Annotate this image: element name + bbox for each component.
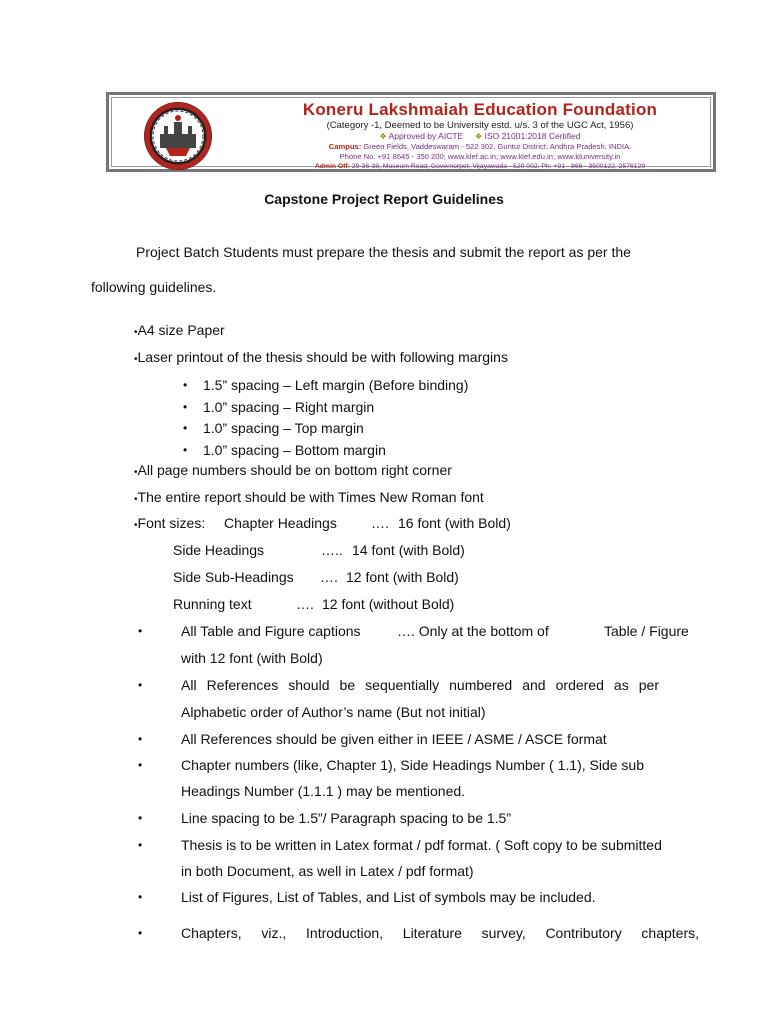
list-item-font: •The entire report should be with Times New Roman font: [134, 489, 484, 505]
bullet-icon: •: [134, 494, 138, 505]
references-seq-line-2: Alphabetic order of Author’s name (But not initial): [181, 704, 486, 720]
font-row-running-size: 12 font (without Bold): [322, 596, 455, 612]
bullet-icon: •: [138, 732, 143, 746]
font-row-subheading-dots: ….: [320, 569, 338, 585]
captions-line-b: …. Only at the bottom of: [397, 623, 549, 639]
admin-address: 29-36-38, Museum Road, Governorpet, Vijayawada - 520 002. Ph: +91 - 866 - 3500122, 2576129: [351, 163, 646, 170]
margin-item-top: 1.0” spacing – Top margin: [203, 420, 364, 436]
aicte-approval: Approved by AICTE: [388, 131, 464, 141]
chapters-item: Chapters, viz., Introduction, Literature survey, Contributory chapters,: [181, 925, 699, 941]
lists-item: List of Figures, List of Tables, and List of symbols may be included.: [181, 889, 596, 905]
organization-name: Koneru Lakshmaiah Education Foundation: [302, 100, 658, 119]
diamond-icon: ❖: [475, 132, 483, 141]
bullet-icon: •: [134, 354, 138, 365]
chapter-numbers-line-1: Chapter numbers (like, Chapter 1), Side Headings Number ( 1.1), Side sub: [181, 757, 644, 773]
bullet-icon: •: [183, 378, 188, 392]
line-spacing-item: Line spacing to be 1.5”/ Paragraph spacing to be 1.5”: [181, 810, 511, 826]
latex-line-1: Thesis is to be written in Latex format / pdf format. ( Soft copy to be submitted: [181, 837, 662, 853]
bullet-icon: •: [138, 758, 143, 772]
font-row-chapter-dots: ….: [371, 515, 389, 531]
organization-category: (Category -1, Deemed to be University estd. u/s. 3 of the UGC Act, 1956): [326, 120, 634, 131]
margin-item-right: 1.0” spacing – Right margin: [203, 399, 375, 415]
bullet-icon: •: [138, 838, 143, 852]
references-seq-line-1: All References should be sequentially numbered and ordered as per: [181, 677, 659, 693]
font-row-running-name: Running text: [173, 596, 252, 612]
font-row-running-dots: ….: [296, 596, 314, 612]
latex-line-2: in both Document, as well in Latex / pdf format): [181, 863, 474, 879]
font-row-subheading-name: Side Sub-Headings: [173, 569, 294, 585]
banner-frame: [111, 97, 711, 170]
document-title: Capstone Project Report Guidelines: [264, 191, 504, 207]
captions-line-2: with 12 font (with Bold): [181, 650, 323, 666]
list-item-laser: •Laser printout of the thesis should be with following margins: [134, 349, 508, 365]
university-seal-icon: [136, 100, 220, 172]
intro-line-2: following guidelines.: [91, 279, 217, 295]
bullet-icon: •: [138, 926, 143, 940]
bullet-icon: •: [134, 467, 138, 478]
bullet-icon: •: [138, 624, 143, 638]
font-row-side-name: Side Headings: [173, 542, 265, 558]
chapter-numbers-line-2: Headings Number (1.1.1 ) may be mentioned.: [181, 783, 466, 799]
bullet-icon: •: [183, 443, 188, 457]
phone-web-line: Phone No. +91 8645 - 350 200; www.klef.ac.in; www.klef.edu.in; www.kluniversity.in: [339, 152, 621, 161]
bullet-icon: •: [183, 400, 188, 414]
captions-line-a: All Table and Figure captions: [181, 623, 361, 639]
bullet-icon: •: [138, 811, 143, 825]
font-row-chapter-size: 16 font (with Bold): [398, 515, 511, 531]
font-row-subheading-size: 12 font (with Bold): [346, 569, 459, 585]
references-format: All References should be given either in IEEE / ASME / ASCE format: [181, 731, 607, 747]
list-item-page-numbers: •All page numbers should be on bottom right corner: [134, 462, 452, 478]
campus-label: Campus:: [328, 142, 362, 151]
bullet-icon: •: [138, 890, 143, 904]
bullet-icon: •: [138, 678, 143, 692]
iso-certification: ISO 21001:2018 Certified: [484, 131, 581, 141]
captions-line-c: Table / Figure: [604, 623, 689, 639]
bullet-icon: •: [134, 327, 138, 338]
campus-address: Green Fields, Vaddeswaram - 522 302, Guntur District, Andhra Pradesh, INDIA.: [363, 142, 632, 151]
font-row-side-dots: …..: [321, 542, 343, 558]
font-sizes-label: •Font sizes:: [134, 515, 206, 531]
diamond-icon: ❖: [379, 132, 387, 141]
font-row-chapter-name: Chapter Headings: [224, 515, 337, 531]
margin-item-bottom: 1.0” spacing – Bottom margin: [203, 442, 386, 458]
margin-item-left: 1.5” spacing – Left margin (Before binding): [203, 377, 469, 393]
admin-office-line: [260, 163, 700, 170]
font-row-side-size: 14 font (with Bold): [352, 542, 465, 558]
intro-line-1: Project Batch Students must prepare the thesis and submit the report as per the: [136, 244, 631, 260]
bullet-icon: •: [134, 520, 138, 531]
institution-banner: [106, 92, 716, 172]
campus-line: [260, 142, 700, 151]
admin-label: Admin Off:: [314, 163, 350, 170]
list-item-a4: •A4 size Paper: [134, 322, 225, 338]
certifications-line: [260, 131, 700, 141]
bullet-icon: •: [183, 421, 188, 435]
